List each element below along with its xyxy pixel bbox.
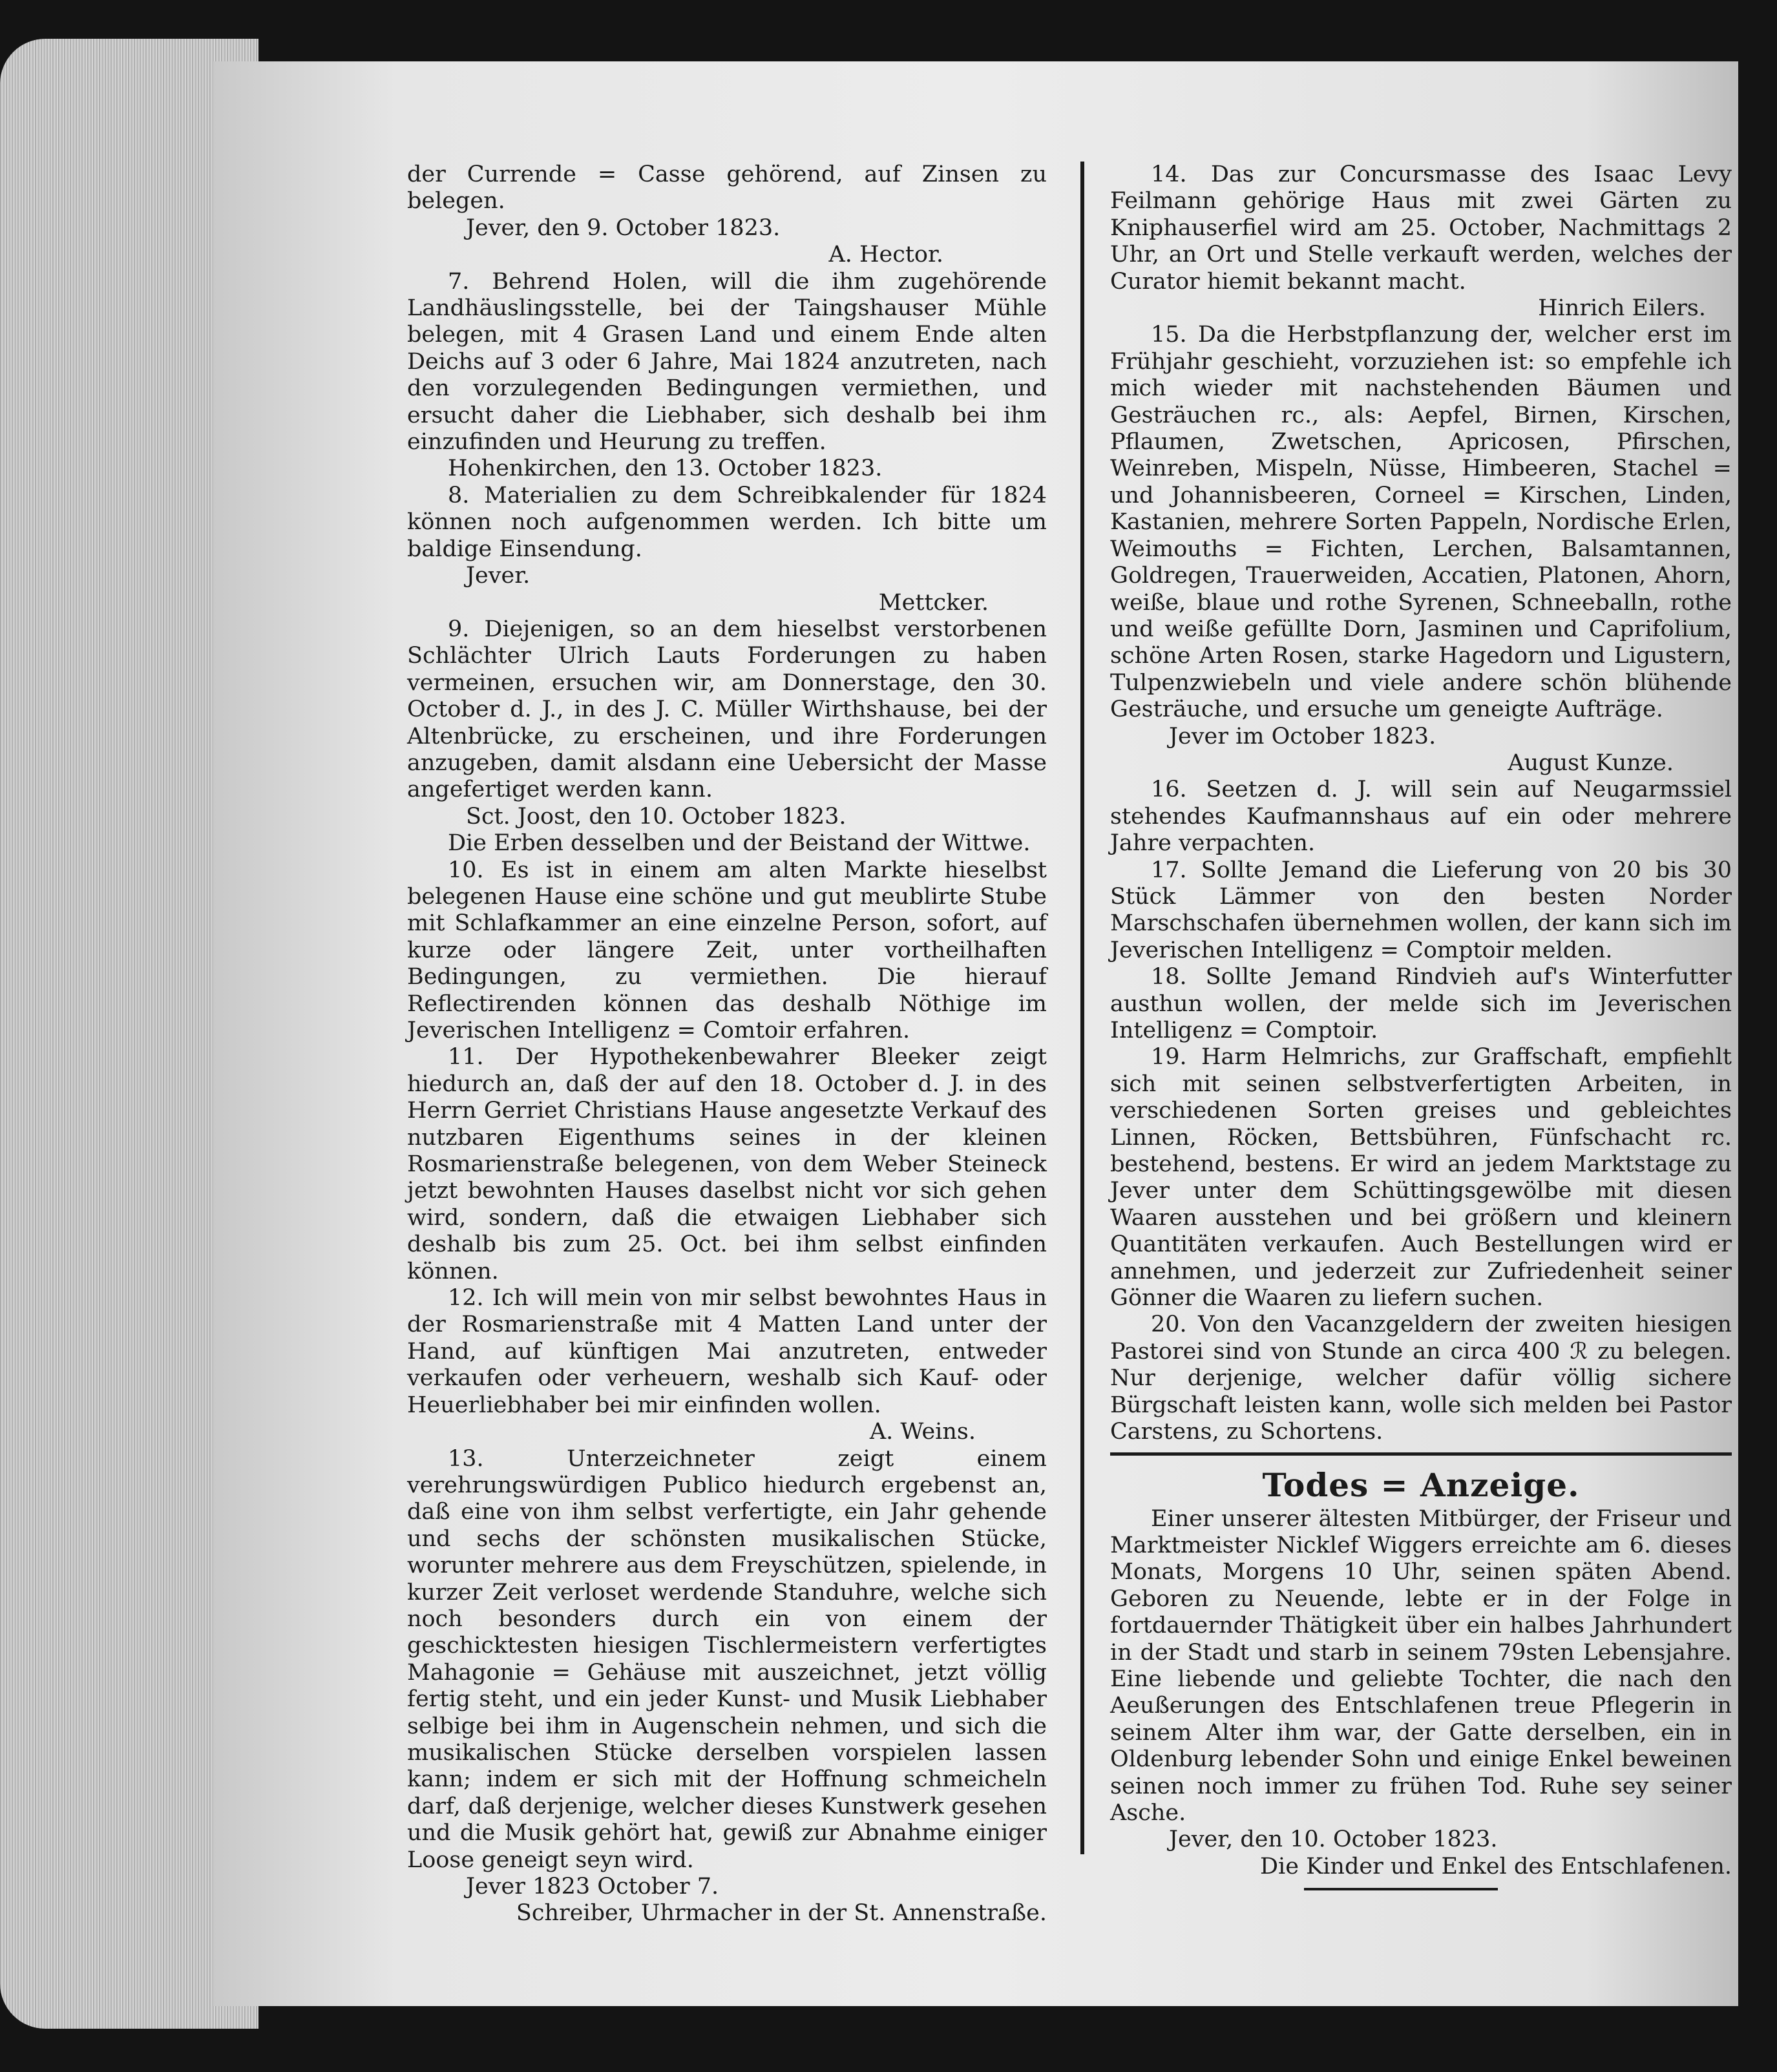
notice-13-signature: Schreiber, Uhrmacher in der St. Annenstraße. [516, 1900, 1047, 1927]
notice-15-date: Jever im October 1823. [1169, 723, 1436, 749]
death-notice-body: Einer unserer ältesten Mitbürger, der Friseur und Marktmeister Nicklef Wiggers erreichte am 6. dieses Monats, Morgens 10 Uhr, seinen späten Abend. Geboren zu Neuende, lebte er in der Folge in fortdauernder Thätigkeit über ein halbes Jahrhundert in der Stadt und starb in seinem 79sten Lebensjahre. Eine liebende und geliebte Tochter, die nach den Aeußerungen des Entschlafenen treue Pflegerin in seinem Alter ihm war, der Gatte derselben, ein in Oldenburg lebender Sohn und einige Enkel beweinen seinen noch immer zu frühen Tod. Ruhe sey seiner Asche. [1110, 1505, 1732, 1826]
notice-13: 13. Unterzeichneter zeigt einem verehrungswürdigen Publico hiedurch ergebenst an, daß eine von ihm selbst verfertigte, ein Jahr gehende und sechs der schönsten musikalischen Stücke, worunter mehrere aus dem Freyschützen, spielende, in kurzer Zeit verloset werdende Standuhre, welche sich noch besonders durch ein von einem der geschicktesten hiesigen Tischlermeistern verfertigtes Mahagonie = Gehäuse mit auszeichnet, jetzt völlig fertig steht, und ein jeder Kunst- und Musik Liebhaber selbige bei ihm in Augenschein nehmen, und sich die musikalischen Stücke derselben vorspielen lassen kann; indem er sich mit der Hoffnung schmeicheln darf, daß derjenige, welcher dieses Kunstwerk gesehen und die Musik gehört hat, gewiß zur Abnahme einiger Loose geneigt seyn wird. [407, 1445, 1047, 1873]
notice-13-date: Jever 1823 October 7. [466, 1874, 719, 1899]
notice-15: 15. Da die Herbstpflanzung der, welcher erst im Frühjahr geschieht, vorzuziehen ist: so empfehle ich mich wieder mit nachstehenden Bäumen und Gesträuchen rc., als: Aepfel, Birnen, Kirschen, Pflaumen, Zwetschen, Apricosen, Pfirschen, Weinreben, Mispeln, Nüsse, Himbeeren, Stachel = und Johannisbeeren, Corneel = Kirschen, Linden, Kastanien, mehrere Sorten Pappeln, Nordische Erlen, Weimouths = Fichten, Lerchen, Balsamtannen, Goldregen, Trauerweiden, Accatien, Platonen, Ahorn, weiße, blaue und rothe Syrenen, Schneeballn, rothe und weiße gefüllte Dorn, Jasminen und Caprifolium, schöne Arten Rosen, starke Hagedorn und Ligustern, Tulpenzwiebeln und viele andere schön blühende Gesträuche, und ersuche um geneigte Aufträge. [1110, 322, 1732, 723]
notice-6-signature: A. Hector. [828, 242, 943, 268]
notice-6-date: Jever, den 9. October 1823. [466, 215, 781, 241]
notice-15-signature: August Kunze. [1508, 749, 1674, 776]
notice-12-signature: A. Weins. [869, 1419, 976, 1445]
death-notice-date: Jever, den 10. October 1823. [1169, 1826, 1498, 1853]
column-divider [1080, 162, 1084, 1854]
notice-14-signature: Hinrich Eilers. [1538, 295, 1706, 322]
notice-19: 19. Harm Helmrichs, zur Graffschaft, empfiehlt sich mit seinen selbstverfertigten Arbeiten, in verschiedenen Sorten greises und gebleichtes Linnen, Röcken, Bettsbühren, Fünfschacht rc. bestehend, bestens. Er wird an jedem Marktstage zu Jever unter dem Schüttingsgewölbe mit diesen Waaren ausstehen und bei größern und kleinern Quantitäten verkaufen. Auch Bestellungen wird er annehmen, und jederzeit zur Zufriedenheit seiner Gönner die Waaren zu liefern suchen. [1110, 1044, 1732, 1312]
notice-7: 7. Behrend Holen, will die ihm zugehörende Landhäuslingsstelle, bei der Taingshauser Mühle belegen, mit 4 Grasen Land und einem Ende alten Deichs auf 3 oder 6 Jahre, Mai 1824 anzutreten, nach den vorzulegenden Bedingungen vermiethen, und ersucht daher die Liebhaber, sich deshalb bei ihm einzufinden und Heurung zu treffen. [407, 268, 1047, 455]
section-divider [1110, 1452, 1732, 1456]
notice-12: 12. Ich will mein von mir selbst bewohntes Haus in der Rosmarienstraße mit 4 Matten Land unter der Hand, auf künftigen Mai anzutreten, entweder verkaufen oder verheuern, weshalb sich Kauf- oder Heuerliebhaber bei mir einfinden wollen. [407, 1285, 1047, 1418]
notice-16: 16. Seetzen d. J. will sein auf Neugarmssiel stehendes Kaufmannshaus auf ein oder mehrere Jahre verpachten. [1110, 777, 1732, 857]
notice-11: 11. Der Hypothekenbewahrer Bleeker zeigt hiedurch an, daß der auf den 18. October d. J. in des Herrn Gerriet Christians Hause angesetzte Verkauf des nutzbaren Eigenthums seines in der kleinen Rosmarienstraße belegenen, von dem Weber Steineck jetzt bewohnten Hauses daselbst nicht vor sich gehen wird, sondern, daß die etwaigen Liebhaber sich deshalb bis zum 25. Oct. bei ihm selbst einfinden können. [407, 1044, 1047, 1284]
notice-8: 8. Materialien zu dem Schreibkalender für 1824 können noch aufgenommen werden. Ich bitte um baldige Einsendung. [407, 482, 1047, 562]
notice-7-date: Hohenkirchen, den 13. October 1823. [448, 455, 883, 482]
death-notice-title: Todes = Anzeige. [1262, 1465, 1580, 1504]
notice-17: 17. Sollte Jemand die Lieferung von 20 bis 30 Stück Lämmer von den besten Norder Marschschafen übernehmen wollen, der kann sich im Jeverischen Intelligenz = Comptoir melden. [1110, 857, 1732, 963]
notice-9-date: Sct. Joost, den 10. October 1823. [466, 803, 846, 830]
end-rule [1304, 1888, 1498, 1890]
notice-8-place: Jever. [466, 563, 531, 589]
notice-6-continuation: der Currende = Casse gehörend, auf Zinsen zu belegen. [407, 162, 1047, 215]
notice-14: 14. Das zur Concursmasse des Isaac Levy Feilmann gehörige Haus mit zwei Gärten zu Kniphauserfiel wird am 25. October, Nachmittags 2 Uhr, an Ort und Stelle verkauft werden, welches der Curator hiemit bekannt macht. [1110, 162, 1732, 295]
notice-8-signature: Mettcker. [878, 589, 989, 616]
right-column [1110, 162, 1732, 1890]
notice-18: 18. Sollte Jemand Rindvieh auf's Winterfutter austhun wollen, der melde sich im Jeverischen Intelligenz = Comptoir. [1110, 964, 1732, 1043]
notice-9-signature: Die Erben desselben und der Beistand der Wittwe. [448, 830, 1031, 857]
left-column [407, 162, 1047, 1927]
notice-10: 10. Es ist in einem am alten Markte hieselbst belegenen Hause eine schöne und gut meublirte Stube mit Schlafkammer an eine einzelne Person, sofort, auf kurze oder längere Zeit, unter vortheilhaften Bedingungen, zu vermiethen. Die hierauf Reflectirenden können das deshalb Nöthige im Jeverischen Intelligenz = Comtoir erfahren. [407, 857, 1047, 1043]
notice-9: 9. Diejenigen, so an dem hieselbst verstorbenen Schlächter Ulrich Lauts Forderungen zu haben vermeinen, ersuchen wir, am Donnerstage, den 30. October d. J., in des J. C. Müller Wirthshause, bei der Altenbrücke, zu erscheinen, und ihre Forderungen anzugeben, damit alsdann eine Uebersicht der Masse angefertiget werden kann. [407, 616, 1047, 803]
death-notice-signature: Die Kinder und Enkel des Entschlafenen. [1259, 1853, 1732, 1879]
notice-20: 20. Von den Vacanzgeldern der zweiten hiesigen Pastorei sind von Stunde an circa 400 ℛ zu belegen. Nur derjenige, welcher dafür völlig sichere Bürgschaft leisten kann, wolle sich melden bei Pastor Carstens, zu Schortens. [1110, 1312, 1732, 1445]
